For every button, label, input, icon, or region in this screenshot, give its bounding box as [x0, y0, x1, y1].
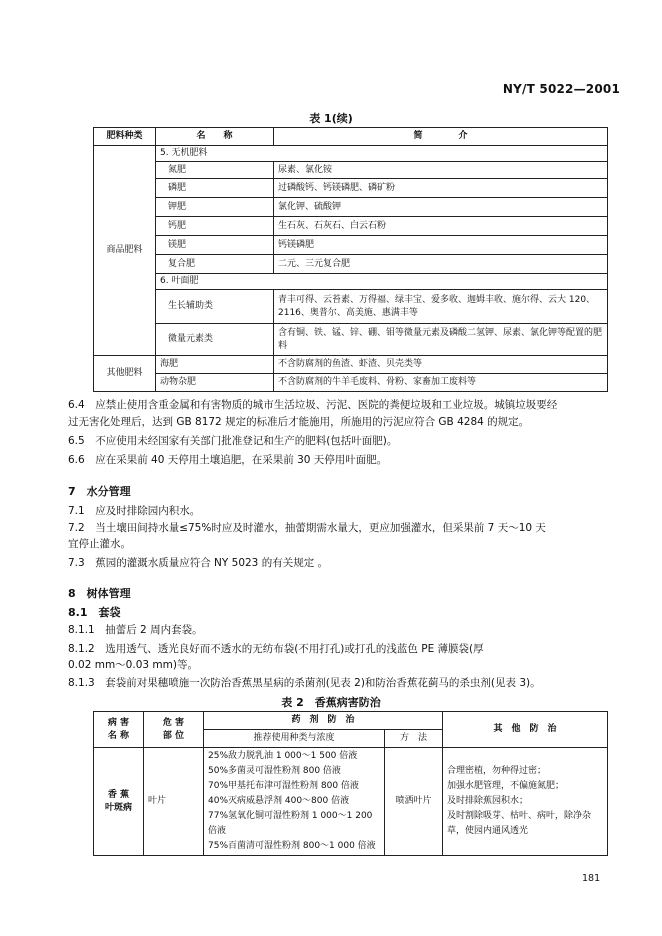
- table1-other-label: 其他肥料: [94, 356, 156, 392]
- table2-header-part: 危 害 部 位: [144, 712, 204, 748]
- table1-row-desc: 含有铜、铁、锰、锌、硼、钼等微量元素及磷酸二氢钾、尿素、氯化钾等配置的肥料: [274, 324, 608, 356]
- table1-row-desc: 钙镁磷肥: [274, 236, 608, 255]
- table2-other-item: 合理密植，勿种得过密；: [447, 766, 547, 776]
- table2-other-item: 加强水肥管理，不偏施氮肥；: [447, 781, 565, 791]
- table2-other-item: 及时排除蕉园积水；: [447, 796, 529, 806]
- table2-agent-item: 25%敌力脱乳油 1 000～1 500 倍液: [208, 751, 358, 761]
- table2-header-other: 其 他 防 治: [443, 712, 608, 748]
- table1-row-name: 镁肥: [156, 236, 274, 255]
- table2-other-item: 及时割除吸芽、枯叶、病叶，除净杂: [447, 811, 592, 821]
- table1-row-name: 磷肥: [156, 179, 274, 198]
- section-8-heading: 8 树体管理: [68, 587, 131, 600]
- table2-other-item: 草，使园内通风透光: [447, 826, 529, 836]
- table2-agent-item: 70%甲基托布津可湿性粉剂 800 倍液: [208, 781, 359, 791]
- table1-row-desc: 青丰可得、云苔素、万得福、绿丰宝、爱多收、迦姆丰收、施尔得、云大 120、2116、奥普尔、高美施、惠满丰等: [274, 290, 608, 324]
- table1-row-name: 钾肥: [156, 198, 274, 217]
- table2-other: [443, 748, 608, 856]
- table1: [93, 127, 608, 392]
- table1-header-type: 肥料种类: [94, 128, 156, 146]
- section-8-1-heading: 8.1 套袋: [68, 606, 121, 619]
- paragraph-7-2a: 7.2 当土壤田间持水量≤75%时应及时灌水，抽蕾期需水量大，更应加强灌水，但采果前 7 天～10 天: [68, 522, 546, 534]
- paragraph-6-6: 6.6 应在采果前 40 天停用土壤追肥，在采果前 30 天停用叶面肥。: [68, 454, 388, 466]
- table1-row-desc: 不含防腐剂的鱼渣、虾渣、贝壳类等: [274, 356, 608, 374]
- page-number: 181: [582, 873, 601, 884]
- table1-row-desc: 过磷酸钙、钙镁磷肥、磷矿粉: [274, 179, 608, 198]
- table2-agent-item: 40%灭病威悬浮剂 400～800 倍液: [208, 796, 350, 806]
- table1-caption: 表 1(续): [309, 112, 353, 125]
- table1-row-name: 6. 叶面肥: [156, 274, 608, 290]
- table1-header-name: 名 称: [156, 128, 274, 146]
- paragraph-6-5: 6.5 不应使用未经国家有关部门批准登记和生产的肥料(包括叶面肥)。: [68, 435, 398, 447]
- standard-code: NY/T 5022—2001: [502, 82, 620, 96]
- table1-row-name: 钙肥: [156, 217, 274, 236]
- paragraph-8-1-2b: 0.02 mm～0.03 mm)等。: [68, 659, 198, 671]
- table2: [93, 711, 608, 856]
- table1-row-desc: 尿素、氯化铵: [274, 162, 608, 179]
- table2-method: 喷洒叶片: [385, 748, 443, 856]
- table2-agent-item: 77%氢氧化铜可湿性粉剂 1 000～1 200: [208, 811, 373, 821]
- table2-header-disease: 病 害 名 称: [94, 712, 144, 748]
- table1-commercial-label: 商品肥料: [94, 146, 156, 356]
- paragraph-7-1: 7.1 应及时排除园内积水。: [68, 505, 201, 517]
- section-7-heading: 7 水分管理: [68, 485, 131, 498]
- table1-row-name: 复合肥: [156, 255, 274, 274]
- table1-row-name: 微量元素类: [156, 324, 274, 356]
- table1-header-desc: 简 介: [274, 128, 608, 146]
- paragraph-6-4a: 6.4 应禁止使用含重金属和有害物质的城市生活垃圾、污泥、医院的粪便垃圾和工业垃圾。城镇垃圾要经: [68, 399, 558, 411]
- table2-disease: 香 蕉 叶斑病: [94, 748, 144, 856]
- table1-row-desc: 不含防腐剂的牛羊毛废料、骨粉、家畜加工废料等: [274, 374, 608, 392]
- table2-agent-item: 75%百菌清可湿性粉剂 800～1 000 倍液: [208, 841, 376, 851]
- table2-header-method: 方 法: [385, 730, 443, 748]
- table2-agents: [204, 748, 385, 856]
- paragraph-7-3: 7.3 蕉园的灌溉水质量应符合 NY 5023 的有关规定 。: [68, 557, 329, 569]
- table1-row-name: 动物杂肥: [156, 374, 274, 392]
- table1-row-name: 生长辅助类: [156, 290, 274, 324]
- table2-caption: 表 2 香蕉病害防治: [281, 696, 381, 709]
- paragraph-8-1-1: 8.1.1 抽蕾后 2 周内套袋。: [68, 624, 203, 636]
- table1-row-desc: 氯化钾、硫酸钾: [274, 198, 608, 217]
- paragraph-8-1-2a: 8.1.2 选用透气、透光良好而不透水的无纺布袋(不用打孔)或打孔的浅蓝色 PE 薄膜袋(厚: [68, 643, 484, 655]
- table1-row-name: 氮肥: [156, 162, 274, 179]
- table2-agent-item: 倍液: [208, 826, 227, 836]
- table2-agent-item: 50%多菌灵可湿性粉剂 800 倍液: [208, 766, 341, 776]
- paragraph-7-2b: 宜停止灌水。: [68, 538, 131, 550]
- table2-header-agent: 药 剂 防 治: [204, 712, 443, 730]
- table2-part: 叶片: [144, 748, 204, 856]
- table1-row-name: 海肥: [156, 356, 274, 374]
- paragraph-6-4b: 过无害化处理后，达到 GB 8172 规定的标准后才能施用，所施用的污泥应符合 GB 4284 的规定。: [68, 416, 530, 428]
- table2-header-agent-type: 推荐使用种类与浓度: [204, 730, 385, 748]
- table1-row-desc: 二元、三元复合肥: [274, 255, 608, 274]
- table1-row-desc: 生石灰、石灰石、白云石粉: [274, 217, 608, 236]
- table1-row-name: 5. 无机肥料: [156, 146, 608, 162]
- paragraph-8-1-3: 8.1.3 套袋前对果穗喷施一次防治香蕉黑星病的杀菌剂(见表 2)和防治香蕉花蓟马的杀虫剂(见表 3)。: [68, 677, 541, 689]
